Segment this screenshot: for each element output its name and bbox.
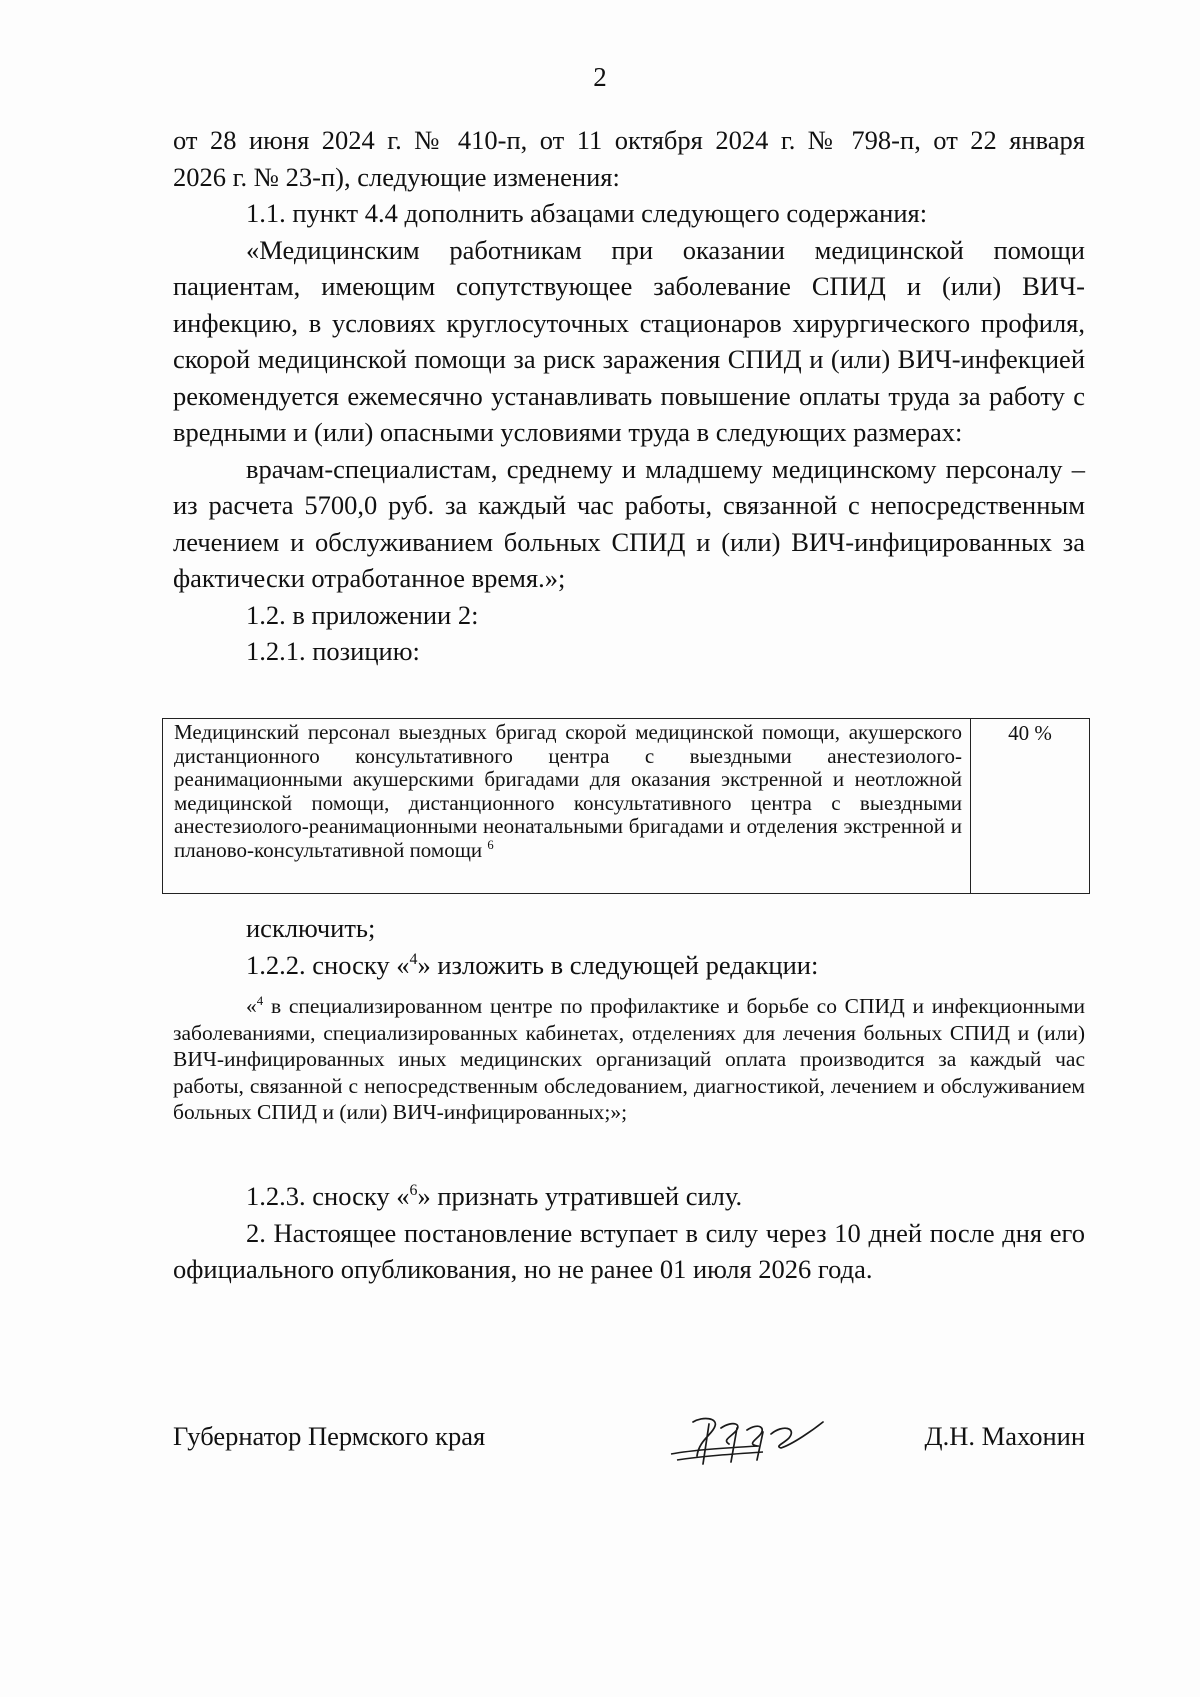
item-2: 2. Настоящее постановление вступает в силу через 10 дней после дня его официального опубликования, но не ранее 01 июля 2026 года. [173,1217,1085,1284]
closing-block [173,1178,1085,1288]
intro-line-2: 2026 г. № 23-п), следующие изменения: [173,161,620,192]
item-1-1: 1.1. пункт 4.4 дополнить абзацами следующего содержания: [246,198,928,228]
handwritten-signature [663,1410,833,1470]
footnote-new-text [173,993,1085,1126]
signatory-name: Д.Н. Махонин [924,1421,1085,1451]
position-table-percent-cell [971,719,1089,893]
item-1-2: 1.2. в приложении 2: [246,599,479,630]
exclude-block [173,910,1085,983]
item-1-2-1: 1.2.1. позицию: [246,636,420,666]
position-text: Медицинский персонал выездных бригад скорой медицинской помощи, акушерского дистанционного консультативного центра с выездными анестезиолого-реанимационными акушерскими бригадами для оказания экстренной и неотложной медицинской помощи, дистанционного консультативного центра с выездными анестезиолого-реанимационными неонатальными бригадами и отделения экстренной и планово-консультативной помощи [174,720,962,862]
position-table [162,718,1090,894]
exclude-text: исключить; [246,913,376,943]
position-percent: 40 % [1008,721,1052,745]
position-table-text-cell [163,719,971,893]
main-body [173,122,1085,670]
footnote-new-paragraph: «$^4$ в специализированном центре по профилактике и борьбе со СПИД и инфекционными заболеваниями, специализированных кабинетах, отделениях для лечения больных СПИД и (или) ВИЧ-инфицированных иных медицинских организаций оплата производится за каждый час работы, связанной с непосредственным обследованием, диагностикой, лечением и обслуживанием больных СПИД и (или) ВИЧ-инфицированных;»; [173,993,1085,1124]
position-footnote-mark: 6 [487,837,494,852]
item-1-2-2: 1.2.2. сноску «$^4$» изложить в следующей редакции: [246,949,819,980]
quote-paragraph-1: «Медицинским работникам при оказании медицинской помощи пациентам, имеющим сопутствующее заболевание СПИД и (или) ВИЧ-инфекцию, в условиях круглосуточных стационаров хирургического профиля, скорой медицинской помощи за риск заражения СПИД и (или) ВИЧ-инфекцией рекомендуется ежемесячно устанавливать повышение оплаты труда за работу с вредными и (или) опасными условиями труда в следующих размерах: [173,234,1085,447]
signatory-position: Губернатор Пермского края [173,1421,486,1451]
quote-paragraph-2: врачам-специалистам, среднему и младшему медицинскому персоналу – из расчета 5700,0 руб. за каждый час работы, связанной с непосредственным лечением и обслуживанием больных СПИД и (или) ВИЧ-инфицированных за фактически отработанное время.»; [173,453,1085,593]
item-1-2-3: 1.2.3. сноску «$^6$» признать утратившей силу. [246,1181,743,1211]
page-number: 2 [593,62,607,92]
intro-line-1: от 28 июня 2024 г. № 410-п, от 11 октября 2024 г. № 798-п, от 22 января [173,125,1085,155]
